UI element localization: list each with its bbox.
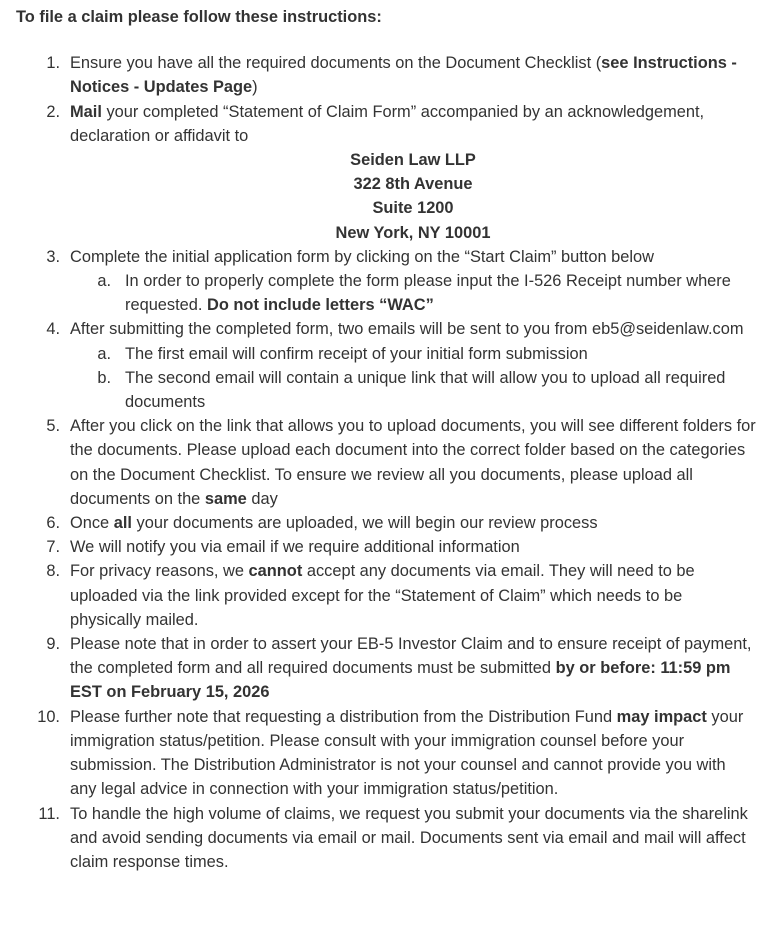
sub-item-4a bbox=[70, 342, 756, 366]
sub-list bbox=[70, 342, 756, 415]
item-emphasis: may impact bbox=[616, 707, 707, 726]
item-emphasis: Mail bbox=[70, 102, 102, 121]
deadline-text: by or before: 11:59 pm EST on February 15, 2026 bbox=[70, 659, 731, 702]
item-number: 6. bbox=[46, 514, 60, 533]
item-text: Please further note that requesting a distribution from the Distribution Fund bbox=[70, 707, 617, 726]
address-street: 322 8th Avenue bbox=[353, 175, 473, 194]
instruction-item-7 bbox=[16, 535, 756, 559]
item-number: 11. bbox=[38, 804, 60, 823]
item-text: For privacy reasons, we bbox=[70, 562, 249, 581]
sub-item-text: The first email will confirm receipt of your initial form submission bbox=[125, 344, 588, 363]
sub-item-text: The second email will contain a unique link that will allow you to upload all required documents bbox=[125, 368, 726, 412]
page-heading: To file a claim please follow these instructions: bbox=[16, 8, 382, 26]
item-number: 5. bbox=[46, 417, 60, 436]
item-emphasis: cannot bbox=[248, 562, 303, 581]
item-text: Ensure you have all the required documents on the Document Checklist ( bbox=[70, 54, 602, 73]
item-text: accept any documents via email. They will need to be uploaded via the link provided except for the “Statement of Claim” which needs to be physically mailed. bbox=[70, 562, 695, 629]
item-number: 1. bbox=[46, 54, 60, 73]
item-text: Please note that in order to assert your EB-5 Investor Claim and to ensure receipt of payment, the completed form and all required documents must be submitted bbox=[70, 635, 752, 678]
instruction-list bbox=[16, 51, 756, 874]
instruction-item-5 bbox=[16, 414, 756, 511]
item-text: day bbox=[246, 489, 278, 508]
sub-item-emphasis: Do not include letters “WAC” bbox=[207, 296, 434, 315]
item-text: your completed “Statement of Claim Form” accompanied by an acknowledgement, declaration or affidavit to bbox=[70, 102, 705, 145]
instruction-item-11 bbox=[16, 802, 756, 875]
item-text: We will notify you via email if we require additional information bbox=[70, 538, 520, 557]
item-text: Complete the initial application form by clicking on the “Start Claim” button below bbox=[70, 247, 654, 266]
item-number: 8. bbox=[46, 562, 60, 581]
address-suite: Suite 1200 bbox=[372, 199, 454, 218]
item-emphasis: see Instructions - Notices - Updates Page bbox=[70, 54, 737, 97]
instruction-item-4 bbox=[16, 317, 756, 414]
sub-list bbox=[70, 269, 756, 317]
instruction-item-3 bbox=[16, 245, 756, 318]
item-number: 2. bbox=[46, 102, 60, 121]
item-number: 3. bbox=[46, 247, 60, 266]
item-text: After you click on the link that allows you to upload documents, you will see different folders for the documents. Please upload each document into the correct folder based on the categories on the Document Checklist. To ensure we review all you documents, please upload all documents on the bbox=[70, 417, 756, 508]
item-number: 9. bbox=[46, 635, 60, 654]
item-number: 4. bbox=[46, 320, 60, 339]
item-text: your immigration status/petition. Please consult with your immigration counsel before your submission. The Distribution Administrator is not your counsel and cannot provide you with any legal advice in connection with your immigration status/petition. bbox=[70, 707, 744, 799]
item-number: 10. bbox=[37, 707, 60, 726]
item-text: After submitting the completed form, two emails will be sent to you from eb5@seidenlaw.com bbox=[70, 320, 744, 339]
address-firm: Seiden Law LLP bbox=[350, 151, 476, 170]
instruction-item-10 bbox=[16, 705, 756, 802]
instruction-item-6 bbox=[16, 511, 756, 535]
instruction-item-2 bbox=[16, 100, 756, 245]
item-text: To handle the high volume of claims, we request you submit your documents via the sharelink and avoid sending documents via email or mail. Documents sent via email and mail will affect claim response times. bbox=[70, 804, 748, 871]
item-text: ) bbox=[252, 78, 258, 97]
sub-item-letter: a. bbox=[97, 272, 111, 291]
mailing-address bbox=[70, 148, 756, 245]
item-number: 7. bbox=[46, 538, 60, 557]
address-city: New York, NY 10001 bbox=[335, 223, 491, 242]
sub-item-3a bbox=[70, 269, 756, 317]
item-emphasis: all bbox=[113, 514, 132, 533]
sub-item-text: In order to properly complete the form please input the I-526 Receipt number where requested. bbox=[125, 272, 731, 315]
sub-item-letter: b. bbox=[97, 368, 111, 387]
item-text: your documents are uploaded, we will begin our review process bbox=[131, 514, 598, 533]
sub-item-4b bbox=[70, 366, 756, 414]
instruction-item-1 bbox=[16, 51, 756, 99]
instruction-item-8 bbox=[16, 559, 756, 632]
item-emphasis: same bbox=[204, 489, 247, 508]
sub-item-letter: a. bbox=[97, 344, 111, 363]
item-text: Once bbox=[70, 514, 114, 533]
instruction-item-9 bbox=[16, 632, 756, 705]
